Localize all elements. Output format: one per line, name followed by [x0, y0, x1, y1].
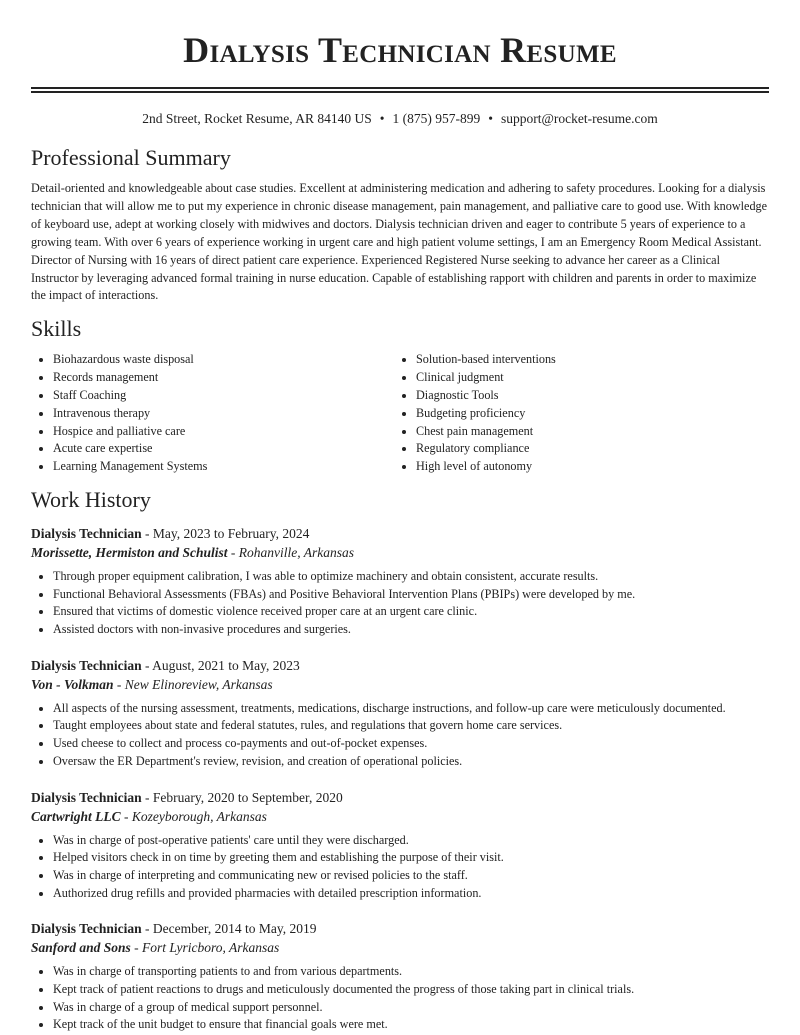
skill-item: • Staff Coaching — [53, 387, 394, 405]
job-employer — [31, 543, 769, 562]
job-header — [31, 919, 769, 938]
job-bullet: • Was in charge of a group of medical support personnel. — [53, 999, 769, 1017]
resume-title: Dialysis Technician Resume — [183, 30, 617, 70]
skill-item: • Clinical judgment — [416, 369, 757, 387]
job-role: Dialysis Technician — [31, 921, 142, 937]
job-company: Sanford and Sons — [31, 940, 131, 956]
contact-separator: • — [379, 111, 385, 126]
skills-column-right — [394, 351, 757, 476]
job-bullet: • Authorized drug refills and provided pharmacies with detailed prescription information. — [53, 885, 769, 903]
job-header — [31, 656, 769, 675]
skill-item: • Budgeting proficiency — [416, 405, 757, 423]
job-role: Dialysis Technician — [31, 657, 142, 673]
skill-item: • Records management — [53, 369, 394, 387]
contact-address: 2nd Street, Rocket Resume, AR 84140 US — [142, 111, 372, 126]
skill-item: • Intravenous therapy — [53, 405, 394, 423]
job-dates: - May, 2023 to February, 2024 — [141, 525, 310, 541]
skill-item: • Acute care expertise — [53, 440, 394, 458]
title-divider — [31, 87, 769, 89]
job-entry — [31, 788, 769, 903]
title-divider-secondary — [31, 91, 769, 93]
skill-item: • High level of autonomy — [416, 458, 757, 476]
job-location: - Fort Lyricboro, Arkansas — [130, 940, 280, 956]
job-bullet: • Was in charge of interpreting and communicating new or revised policies to the staff. — [53, 867, 769, 885]
job-bullet: • Was in charge of transporting patients to and from various departments. — [53, 963, 769, 981]
skill-item: • Diagnostic Tools — [416, 387, 757, 405]
job-bullet: • All aspects of the nursing assessment, treatments, medications, discharge instructions, and follow-up care were meticulously documented. — [53, 700, 769, 718]
job-location: - Kozeyborough, Arkansas — [120, 808, 267, 824]
job-dates: - December, 2014 to May, 2019 — [141, 921, 317, 937]
job-entry — [31, 656, 769, 771]
job-dates: - August, 2021 to May, 2023 — [141, 657, 300, 673]
skills-list — [31, 351, 769, 476]
contact-phone: 1 (875) 957-899 — [392, 111, 481, 126]
skill-item: • Hospice and palliative care — [53, 423, 394, 441]
job-company: Cartwright LLC — [31, 808, 121, 824]
contact-line — [31, 110, 769, 128]
job-bullet: • Kept track of the unit budget to ensure that financial goals were met. — [53, 1016, 769, 1034]
job-entry — [31, 919, 769, 1034]
job-header — [31, 524, 769, 543]
job-employer — [31, 938, 769, 957]
job-bullet: • Through proper equipment calibration, I was able to optimize machinery and obtain consistent, accurate results. — [53, 568, 769, 586]
job-header — [31, 788, 769, 807]
job-company: Morissette, Hermiston and Schulist — [31, 544, 228, 560]
job-company: Von - Volkman — [31, 676, 114, 692]
job-bullet: • Functional Behavioral Assessments (FBAs) and Positive Behavioral Intervention Plans (PBIPs) were developed by me. — [53, 586, 769, 604]
summary-text: Detail-oriented and knowledgeable about case studies. Excellent at administering medication and adhering to safety procedures. Looking for a dialysis technician that will allow me to put my experience in chronic disease management, pain management, and palliative care to good use. With knowledge of keyboard use, adept at working closely with midwives and doctors. Dialysis technician driven and eager to contribute 5 years of experience to a growing team. With over 6 years of experience working in urgent care and high patient volume settings, I am an Emergency Room Medical Assistant. Director of Nursing with 16 years of direct patient care experience. Experienced Registered Nurse seeking to advance her career as a Clinical Instructor by leveraging advanced formal training in nurse education. Capable of establishing rapport with children and parents in order to maximize the impact of interactions. — [31, 181, 768, 303]
contact-email[interactable]: support@rocket-resume.com — [500, 111, 658, 126]
contact-separator: • — [488, 111, 493, 126]
job-bullet: • Oversaw the ER Department's review, revision, and creation of operational policies. — [53, 753, 769, 771]
resume-page — [31, 0, 769, 1034]
job-bullet: • Kept track of patient reactions to drugs and meticulously documented the progress of those taking part in clinical trials. — [53, 981, 769, 999]
job-role: Dialysis Technician — [31, 789, 142, 805]
job-employer — [31, 675, 769, 694]
job-location: - Rohanville, Arkansas — [227, 544, 355, 560]
job-employer — [31, 807, 769, 826]
job-bullets — [31, 963, 769, 1034]
job-bullets — [31, 832, 769, 903]
job-bullets — [31, 568, 769, 639]
job-bullets — [31, 700, 769, 771]
job-location: - New Elinoreview, Arkansas — [113, 676, 273, 692]
skills-heading: Skills — [31, 316, 82, 342]
job-bullet: • Ensured that victims of domestic violence received proper care at an urgent care clinic. — [53, 603, 769, 621]
job-bullet: • Used cheese to collect and process co-payments and out-of-pocket expenses. — [53, 735, 769, 753]
job-bullet: • Was in charge of post-operative patients' care until they were discharged. — [53, 832, 769, 850]
skill-item: • Solution-based interventions — [416, 351, 757, 369]
job-bullet: • Assisted doctors with non-invasive procedures and surgeries. — [53, 621, 769, 639]
job-bullet: • Taught employees about state and federal statutes, rules, and regulations that govern home care services. — [53, 717, 769, 735]
job-dates: - February, 2020 to September, 2020 — [141, 789, 343, 805]
work-history-heading: Work History — [31, 486, 151, 512]
skills-column-left — [31, 351, 394, 476]
job-entry — [31, 524, 769, 639]
skill-item: • Biohazardous waste disposal — [53, 351, 394, 369]
job-bullet: • Helped visitors check in on time by greeting them and establishing the purpose of their visit. — [53, 849, 769, 867]
skill-item: • Chest pain management — [416, 423, 757, 441]
job-role: Dialysis Technician — [31, 525, 142, 541]
skill-item: • Learning Management Systems — [53, 458, 394, 476]
skill-item: • Regulatory compliance — [416, 440, 757, 458]
summary-heading: Professional Summary — [31, 145, 231, 170]
